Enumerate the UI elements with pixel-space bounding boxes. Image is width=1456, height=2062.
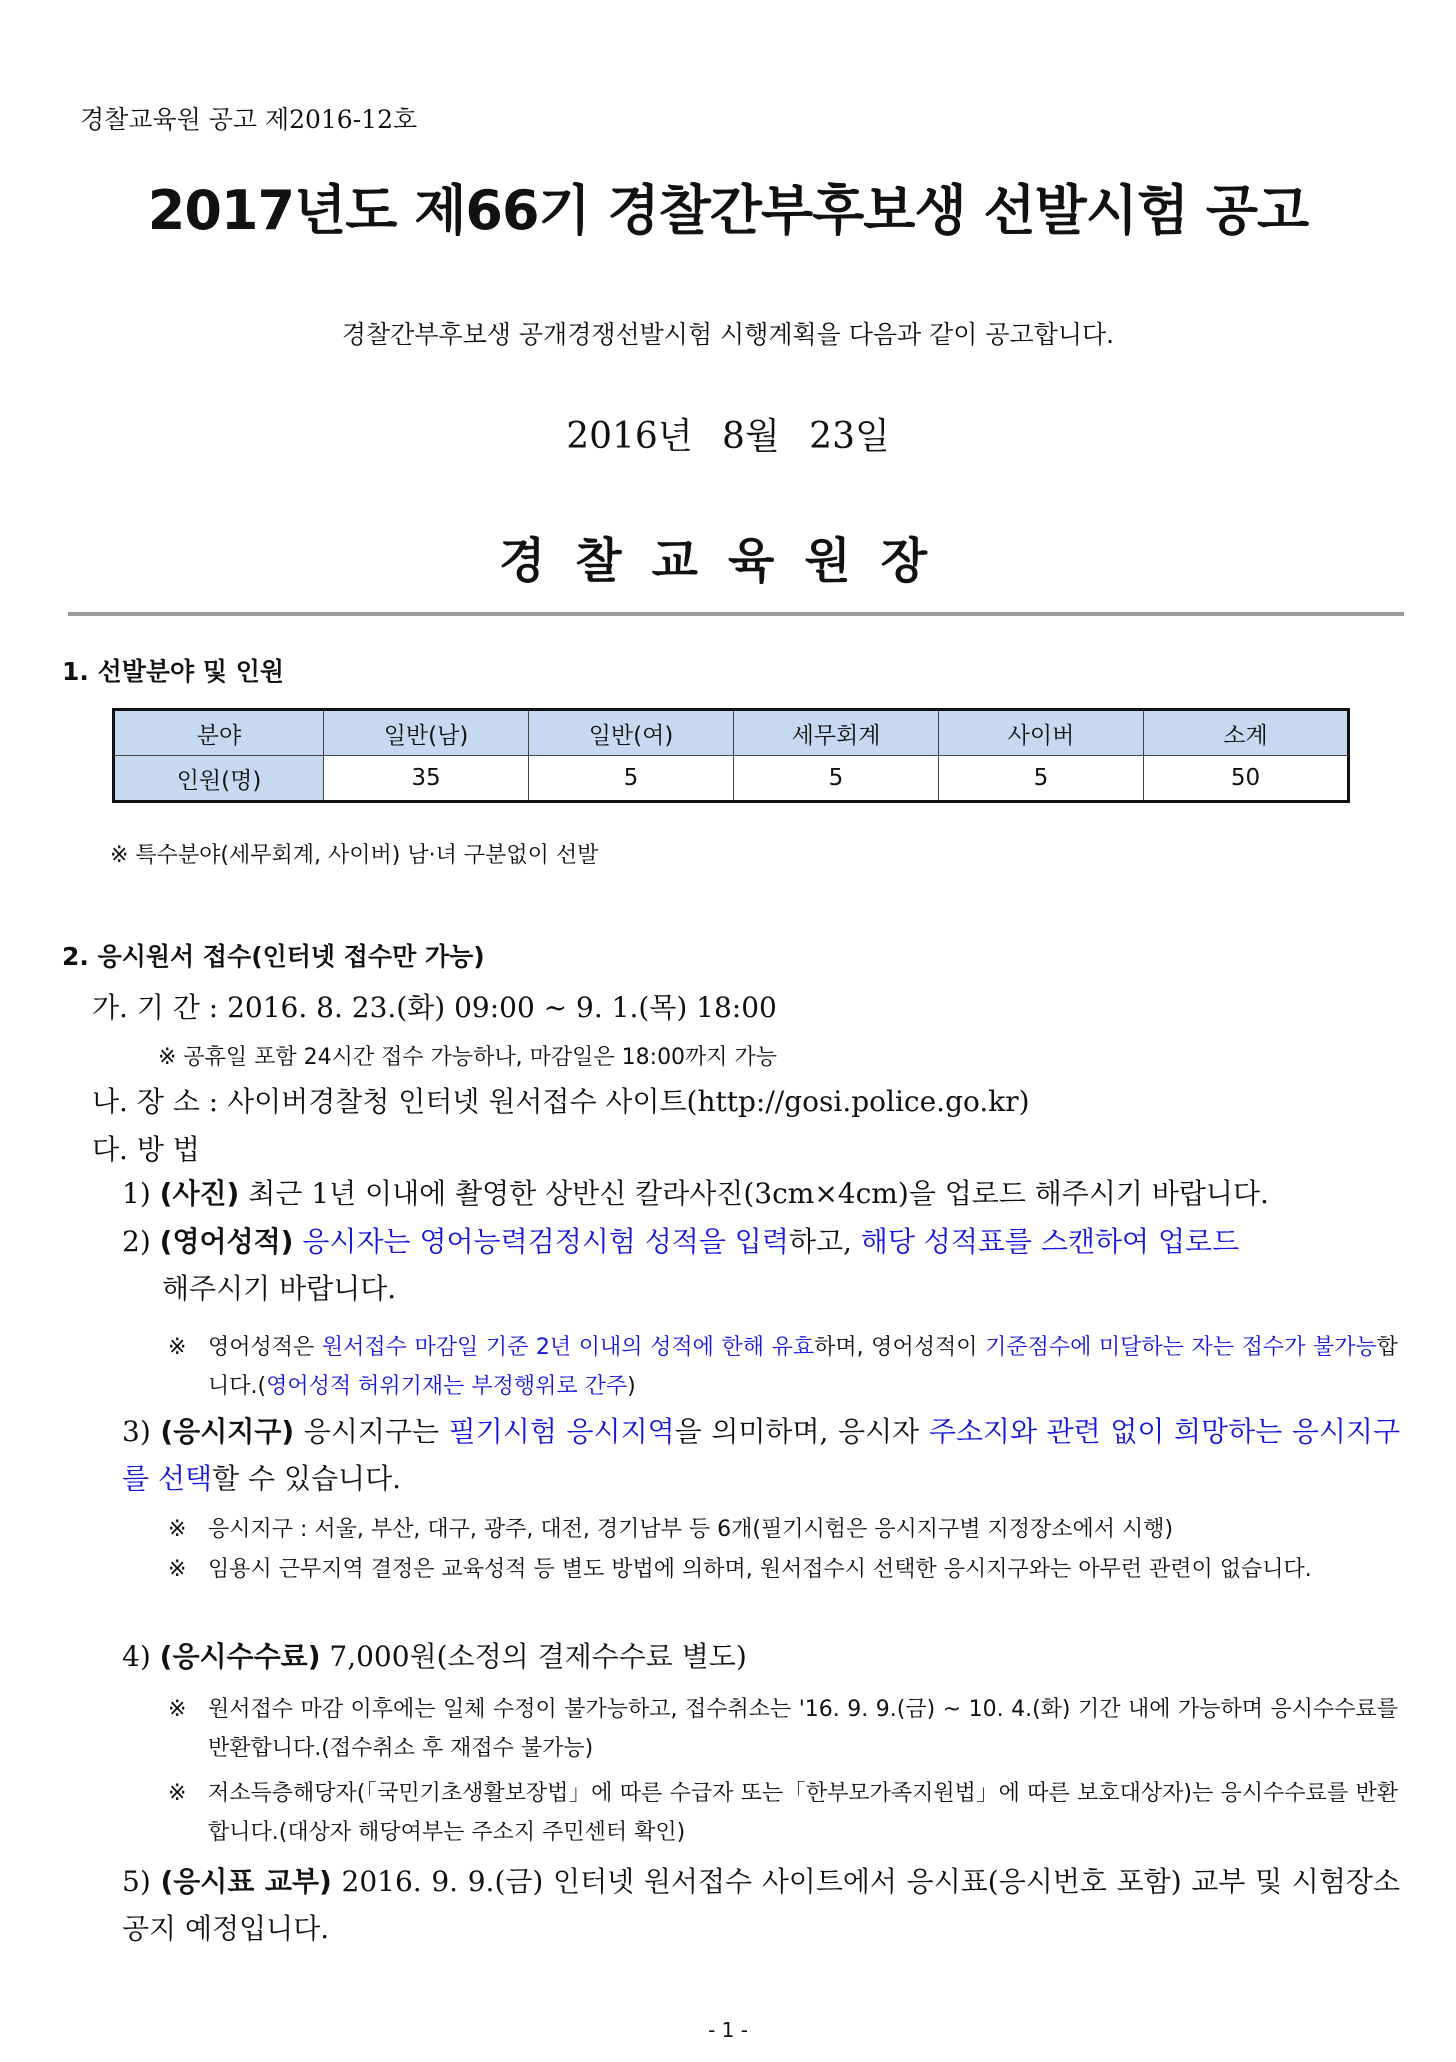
page-title: 2017년도 제66기 경찰간부후보생 선발시험 공고 — [147, 179, 1309, 242]
announcement-date: 2016년 8월 23일 — [566, 416, 890, 457]
table-header-cell: 사이버 — [939, 710, 1144, 756]
highlight-text: 영어성적 허위기재는 부정행위로 간주 — [266, 1374, 628, 1399]
english-note — [168, 1328, 1398, 1406]
item-text: 해주시기 바랍니다. — [162, 1272, 397, 1305]
highlight-text: 기준점수에 미달하는 자는 접수가 불가능 — [985, 1335, 1377, 1360]
item-label: (사진) — [159, 1177, 240, 1210]
item-number: 1) — [122, 1177, 151, 1210]
divider — [68, 612, 1404, 616]
item-text: 최근 1년 이내에 촬영한 상반신 칼라사진(3cm×4cm)을 업로드 해주시기 바랍니다. — [248, 1177, 1269, 1210]
item-number: 3) — [122, 1415, 151, 1448]
place-line: 나. 장 소 : 사이버경찰청 인터넷 원서접수 사이트(http://gosi.police.go.kr) — [92, 1085, 1030, 1118]
highlight-text: 원서접수 마감일 기준 2년 이내의 성적에 한해 유효 — [321, 1335, 815, 1360]
issuer: 경찰교육원장 — [498, 533, 958, 589]
fee-note-1 — [168, 1690, 1398, 1768]
highlight-text: 주소지와 관련 없이 희망하는 응시지구를 선택 — [122, 1415, 1401, 1495]
note-mark: ※ — [168, 1335, 187, 1360]
notice-number: 경찰교육원 공고 제2016-12호 — [80, 105, 418, 134]
table-row-label: 인원(명) — [114, 756, 324, 802]
method-item-admission-ticket — [122, 1858, 1400, 1952]
note-text: 저소득층해당자(「국민기초생활보장법」에 따른 수급자 또는「한부모가족지원법」에 따른 보호대상자)는 응시수수료를 반환합니다.(대상자 해당여부는 주소지 주민센터 확인) — [208, 1781, 1398, 1845]
method-item-english — [122, 1218, 1400, 1312]
item-text: 7,000원(소정의 결제수수료 별도) — [329, 1640, 747, 1673]
district-note-2 — [168, 1550, 1398, 1589]
page-number: - 1 - — [708, 2018, 748, 2042]
method-item-fee — [122, 1633, 1400, 1680]
item-number: 4) — [122, 1640, 151, 1673]
note-text: 임용시 근무지역 결정은 교육성적 등 별도 방법에 의하며, 원서접수시 선택한 응시지구와는 아무런 관련이 없습니다. — [208, 1557, 1312, 1582]
item-number: 5) — [122, 1865, 151, 1898]
district-note-1 — [168, 1510, 1398, 1549]
section1-note: ※ 특수분야(세무회계, 사이버) 남·녀 구분없이 선발 — [110, 843, 599, 868]
table-cell: 5 — [529, 756, 734, 802]
table-header-cell: 일반(여) — [529, 710, 734, 756]
table-cell: 5 — [939, 756, 1144, 802]
item-text: 하고, — [788, 1225, 852, 1258]
note-text: ) — [627, 1374, 636, 1399]
note-mark: ※ — [168, 1557, 187, 1582]
highlight-text: 응시자는 영어능력검정시험 성적을 입력 — [302, 1225, 789, 1258]
item-label: (응시지구) — [160, 1415, 295, 1448]
table-header-cell: 일반(남) — [324, 710, 529, 756]
note-text: 원서접수 마감 이후에는 일체 수정이 불가능하고, 접수취소는 '16. 9. 9.(금) ~ 10. 4.(화) 기간 내에 가능하며 응시수수료를 반환합니다.(접수취소 후 재접수 불가능) — [208, 1697, 1398, 1761]
item-text: 응시지구는 — [303, 1415, 440, 1448]
table-header-cell: 세무회계 — [734, 710, 939, 756]
note-mark: ※ — [168, 1697, 187, 1722]
table-cell: 50 — [1144, 756, 1349, 802]
section1-title: 1. 선발분야 및 인원 — [62, 657, 285, 686]
table-row — [114, 756, 1349, 802]
note-text: 응시지구 : 서울, 부산, 대구, 광주, 대전, 경기남부 등 6개(필기시험은 응시지구별 지정장소에서 시행) — [208, 1517, 1174, 1542]
period-note: ※ 공휴일 포함 24시간 접수 가능하나, 마감일은 18:00까지 가능 — [158, 1045, 778, 1070]
note-text: 합니다.( — [208, 1335, 1398, 1399]
table-cell: 35 — [324, 756, 529, 802]
note-text: 하며, 영어성적이 — [814, 1335, 978, 1360]
method-item-photo — [122, 1170, 1402, 1217]
item-text: 2016. 9. 9.(금) 인터넷 원서접수 사이트에서 응시표(응시번호 포함) 교부 및 시험장소 공지 예정입니다. — [122, 1865, 1400, 1945]
item-text: 을 의미하며, 응시자 — [674, 1415, 920, 1448]
table-header-cell: 소계 — [1144, 710, 1349, 756]
note-mark: ※ — [168, 1517, 187, 1542]
table-header-row — [114, 710, 1349, 756]
section2-title: 2. 응시원서 접수(인터넷 접수만 가능) — [62, 942, 485, 971]
item-label: (응시수수료) — [159, 1640, 321, 1673]
intro-text: 경찰간부후보생 공개경쟁선발시험 시행계획을 다음과 같이 공고합니다. — [341, 320, 1115, 349]
table-header-cell: 분야 — [114, 710, 324, 756]
item-label: (응시표 교부) — [160, 1865, 332, 1898]
note-mark: ※ — [168, 1781, 187, 1806]
note-text: 영어성적은 — [208, 1335, 315, 1360]
fee-note-2 — [168, 1774, 1398, 1852]
method-line: 다. 방 법 — [92, 1133, 200, 1166]
item-text: 할 수 있습니다. — [212, 1462, 402, 1495]
item-label: (영어성적) — [159, 1225, 294, 1258]
method-item-district — [122, 1408, 1400, 1502]
item-number: 2) — [122, 1225, 151, 1258]
highlight-text: 필기시험 응시지역 — [448, 1415, 675, 1448]
period-line: 가. 기 간 : 2016. 8. 23.(화) 09:00 ~ 9. 1.(목) 18:00 — [92, 991, 777, 1024]
quota-table — [112, 708, 1350, 803]
table-cell: 5 — [734, 756, 939, 802]
highlight-text: 해당 성적표를 스캔하여 업로드 — [860, 1225, 1240, 1258]
